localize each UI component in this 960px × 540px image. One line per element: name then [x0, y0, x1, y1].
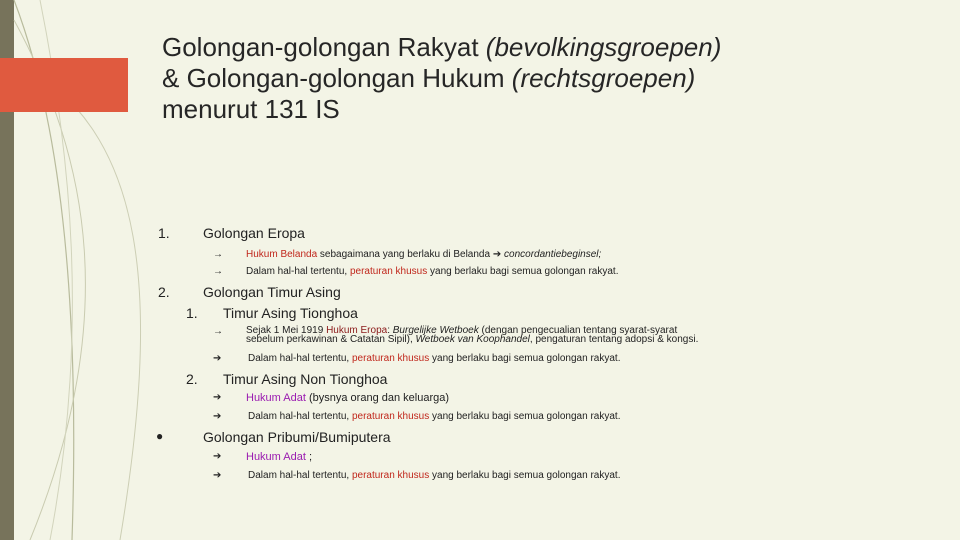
title-accent-tab	[0, 58, 128, 112]
s2-number: 2.	[158, 284, 170, 300]
s1-b1-text: Hukum Belanda sebagaimana yang berlaku di Belanda ➔ concordantiebeginsel;	[246, 249, 602, 260]
title-part5: menurut 131 IS	[162, 94, 340, 124]
s2-sub2-b1-bullet: ➔	[213, 392, 222, 403]
s2-sub1-b1-line1: Sejak 1 Mei 1919 Hukum Eropa: Burgelijke Wetboek (dengan pengecualian tentang syarat-syarat	[246, 325, 678, 336]
s3-b2-bullet: ➔	[213, 470, 222, 481]
s1-b2-bullet: →	[213, 266, 223, 277]
s2-sub2-b2-text: Dalam hal-hal tertentu, peraturan khusus yang berlaku bagi semua golongan rakyat.	[248, 411, 621, 422]
s2-sub1-label: Timur Asing Tionghoa	[223, 305, 358, 321]
s1-number: 1.	[158, 225, 170, 241]
s2-sub1-b1-line2: sebelum perkawinan & Catatan Sipil), Wetboek van Koophandel, pengaturan tentang adopsi & kongsi.	[246, 334, 699, 345]
s2-sub1-b2-text: Dalam hal-hal tertentu, peraturan khusus yang berlaku bagi semua golongan rakyat.	[248, 353, 621, 364]
s3-bullet-icon: ●	[156, 429, 164, 443]
s3-label: Golongan Pribumi/Bumiputera	[203, 429, 391, 445]
s3-b2-text: Dalam hal-hal tertentu, peraturan khusus yang berlaku bagi semua golongan rakyat.	[248, 470, 621, 481]
s2-sub2-number: 2.	[186, 371, 198, 387]
s2-sub1-number: 1.	[186, 305, 198, 321]
s2-sub2-label: Timur Asing Non Tionghoa	[223, 371, 388, 387]
s1-label: Golongan Eropa	[203, 225, 305, 241]
s1-b2-text: Dalam hal-hal tertentu, peraturan khusus yang berlaku bagi semua golongan rakyat.	[246, 266, 619, 277]
s2-sub1-b2-bullet: ➔	[213, 353, 222, 364]
title-part3: & Golongan-golongan Hukum	[162, 63, 512, 93]
title-part2: (bevolkingsgroepen)	[485, 32, 722, 62]
s3-b1-bullet: ➔	[213, 451, 222, 462]
s2-sub1-b1-bullet: →	[213, 326, 223, 337]
s1-b1-bullet: →	[213, 249, 223, 260]
slide-title	[162, 32, 722, 125]
title-part4: (rechtsgroepen)	[511, 63, 696, 93]
s2-sub2-b2-bullet: ➔	[213, 411, 222, 422]
s3-b1-text: Hukum Adat ;	[246, 451, 313, 463]
title-part1: Golongan-golongan Rakyat	[162, 32, 486, 62]
s2-sub2-b1-text: Hukum Adat (bysnya orang dan keluarga)	[246, 392, 450, 404]
s2-label: Golongan Timur Asing	[203, 284, 341, 300]
